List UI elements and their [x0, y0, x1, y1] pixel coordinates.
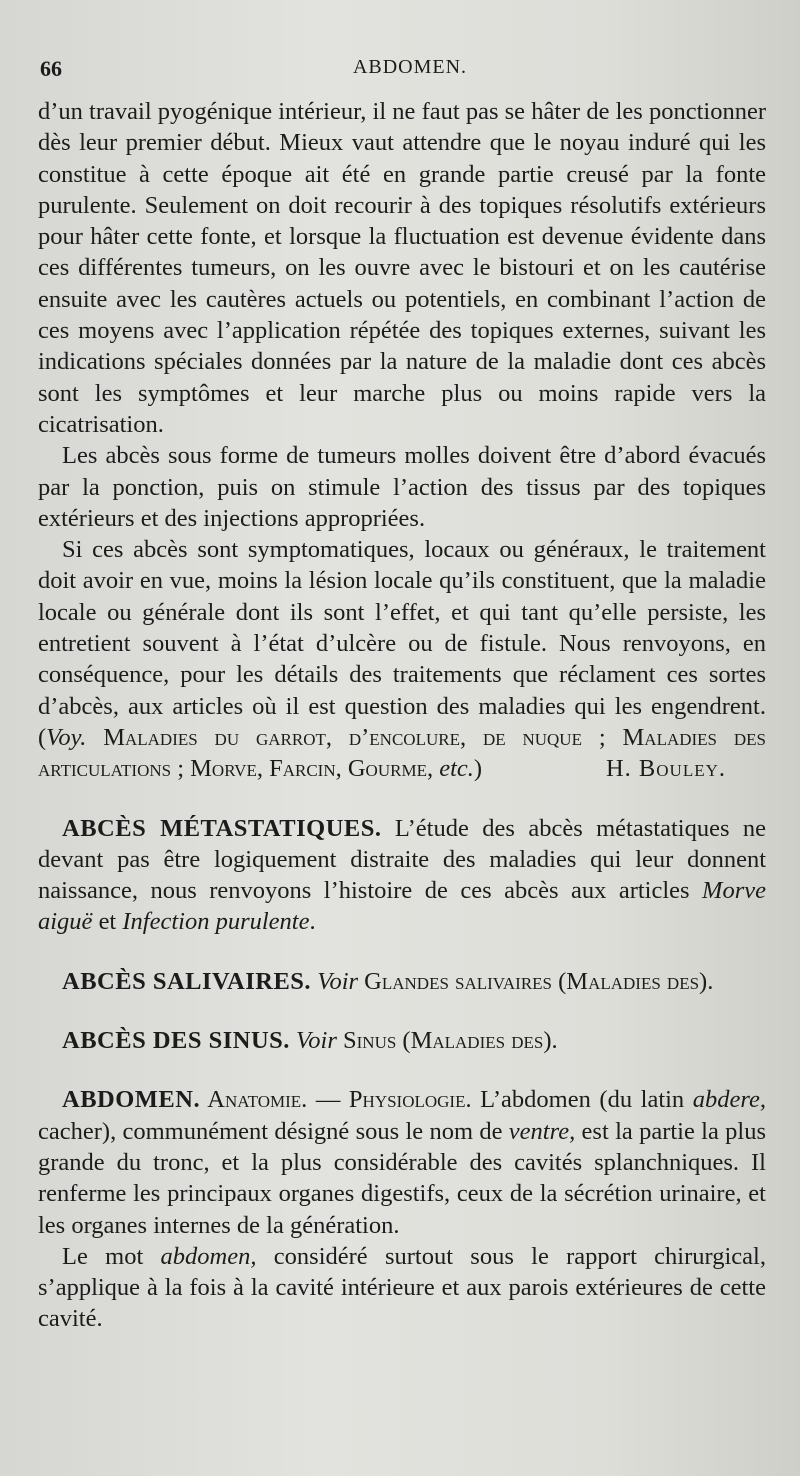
entry-heading: ABCÈS DES SINUS.	[62, 1027, 290, 1055]
paragraph-continuation: d’un travail pyogénique intérieur, il ne faut pas se hâter de les ponctionner dès leur premier début. Mieux vaut attendre que le noyau induré qui les constitue à cette époque ait été en grande partie creusé par la fonte purulente. Seulement on doit recourir à des topiques résolutifs extérieurs pour hâter cette fonte, et lorsque la fluctuation est devenue évidente dans ces différentes tumeurs, on les ouvre avec le bistouri et on les cautérise ensuite avec les cautères actuels ou potentiels, en combinant l’action de ces moyens avec l’application répétée des topiques externes, suivant les indications spéciales données par la nature de la maladie dont ces abcès sont les symptômes et leur marche plus ou moins rapide vers la cicatrisation.	[38, 98, 766, 438]
cross-references: Maladies du garrot, d’encolure, de nuque ; Maladies des articulations ; Morve, Farcin, Gourme,	[38, 723, 766, 783]
entry-text: .	[309, 908, 316, 936]
italic-term: abdomen,	[160, 1242, 257, 1270]
italic-term: Infection purulente	[122, 908, 310, 936]
page-number: 66	[40, 56, 62, 81]
italic-term: Morve aiguë	[38, 877, 766, 936]
voy-abbreviation: Voy.	[46, 723, 87, 751]
paragraph-text: Le mot	[62, 1242, 161, 1270]
paragraph-text: Si ces abcès sont symptomatiques, locaux ou généraux, le traitement doit avoir en vue, moins la lésion locale qu’ils constituent, que la maladie locale ou générale dont ils sont l’effet, et qui tant qu’elle persiste, les entretient souvent à l’état d’ulcère ou de fistule. Nous renvoyons, en conséquence, pour les détails des traitements que réclament ces sortes d’abcès, aux articles où il est question des maladies qui les engendrent. (	[38, 536, 766, 751]
entry-text: et	[92, 908, 123, 936]
cross-reference: Sinus (Maladies des).	[343, 1027, 558, 1055]
paragraph-text: considéré surtout sous le rapport chirurgical, s’applique à la fois à la cavité intérieure et aux parois extérieures de cette cavité.	[38, 1242, 766, 1333]
entry-metastatic-abscesses	[38, 813, 766, 938]
entry-salivary-abscesses	[38, 966, 766, 997]
voir-word: Voir	[311, 967, 365, 995]
closing-parenthesis: )	[473, 755, 483, 783]
body-text	[38, 96, 766, 1335]
entry-abdomen	[38, 1084, 766, 1240]
paragraph-symptomatic-abscesses	[38, 534, 766, 784]
entry-text: cacher), communément désigné sous le nom de	[38, 1117, 509, 1145]
entry-heading: ABCÈS SALIVAIRES.	[62, 967, 312, 995]
entry-heading: ABCÈS MÉTASTATIQUES.	[62, 814, 382, 842]
entry-subheading: Anatomie. — Physiologie.	[200, 1086, 472, 1114]
italic-term: abdere,	[692, 1086, 766, 1114]
entry-text: L’abdomen (du latin	[471, 1086, 693, 1114]
paragraph-abdomen-word	[38, 1241, 766, 1335]
cross-reference: Glandes salivaires (Maladies des).	[364, 967, 714, 995]
entry-text: est la partie la plus grande du tronc, et la plus considérable des cavités splanchniques. Il renferme les principaux organes digestifs, ceux de la sécrétion urinaire, et les organes internes de la génération.	[38, 1117, 766, 1239]
page-header	[40, 52, 780, 84]
entry-heading: ABDOMEN.	[62, 1086, 201, 1114]
entry-text: L’étude des abcès métastatiques ne devant pas être logiquement distraite des maladies qui leur donnent naissance, nous renvoyons l’histoire de ces abcès aux articles	[38, 814, 766, 905]
paragraph-soft-abscesses: Les abcès sous forme de tumeurs molles doivent être d’abord évacués par la ponction, puis on stimule l’action des tissus par des topiques extérieurs et des injections appropriées.	[38, 442, 766, 532]
entry-sinus-abscesses	[38, 1025, 766, 1056]
italic-term: ventre,	[508, 1117, 576, 1145]
voir-word: Voir	[289, 1027, 343, 1055]
author-signature: H. Bouley.	[605, 755, 726, 783]
running-head: ABDOMEN.	[352, 56, 468, 78]
etc-abbreviation: etc.	[439, 755, 474, 783]
